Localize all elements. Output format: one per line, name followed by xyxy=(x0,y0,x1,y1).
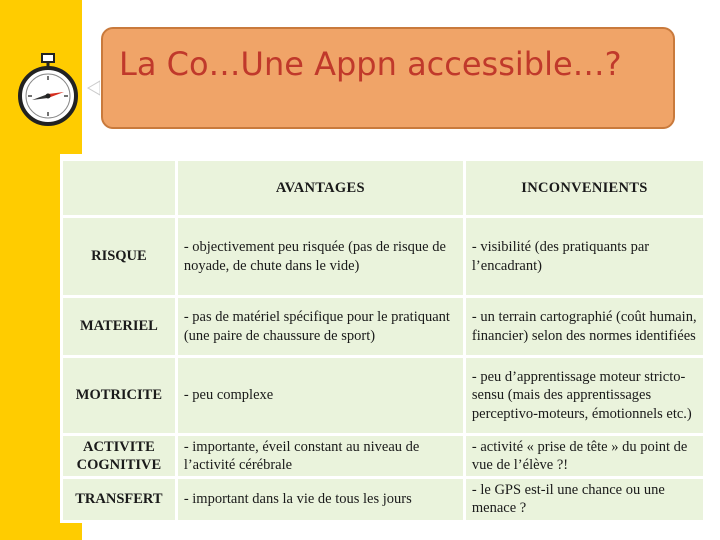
table-accent-bar xyxy=(52,154,60,517)
avantages-cell: - peu complexe xyxy=(176,357,464,435)
table-row xyxy=(62,217,705,297)
inconvenients-cell: - peu d’apprentissage moteur stricto-sensu (mais des apprentissages perceptivo-moteurs, émotionnels etc.) xyxy=(464,357,704,435)
comparison-table-panel xyxy=(52,154,706,517)
header-cell-inconvenients: INCONVENIENTS xyxy=(464,160,704,217)
avantages-cell: - objectivement peu risquée (pas de risque de noyade, de chute dans le vide) xyxy=(176,217,464,297)
row-label: MATERIEL xyxy=(62,297,177,357)
inconvenients-cell: - un terrain cartographié (coût humain, financier) selon des normes identifiées xyxy=(464,297,704,357)
comparison-table xyxy=(60,158,706,523)
header-cell-avantages: AVANTAGES xyxy=(176,160,464,217)
inconvenients-cell: - activité « prise de tête » du point de vue de l’élève ?! xyxy=(464,435,704,478)
avantages-cell: - pas de matériel spécifique pour le pratiquant (une paire de chaussure de sport) xyxy=(176,297,464,357)
avantages-cell: - important dans la vie de tous les jours xyxy=(176,478,464,521)
header-cell-empty xyxy=(62,160,177,217)
row-label: ACTIVITE COGNITIVE xyxy=(62,435,177,478)
inconvenients-cell: - visibilité (des pratiquants par l’encadrant) xyxy=(464,217,704,297)
avantages-cell: - importante, éveil constant au niveau de l’activité cérébrale xyxy=(176,435,464,478)
table-row xyxy=(62,357,705,435)
row-label: MOTRICITE xyxy=(62,357,177,435)
title-box xyxy=(101,27,675,129)
table-row xyxy=(62,297,705,357)
table-header-row xyxy=(62,160,705,217)
table-row xyxy=(62,478,705,521)
row-label: TRANSFERT xyxy=(62,478,177,521)
row-label: RISQUE xyxy=(62,217,177,297)
slide-title: La Co…Une Appn accessible…? xyxy=(119,45,622,83)
compass-icon xyxy=(10,48,100,128)
inconvenients-cell: - le GPS est-il une chance ou une menace ? xyxy=(464,478,704,521)
table-row xyxy=(62,435,705,478)
